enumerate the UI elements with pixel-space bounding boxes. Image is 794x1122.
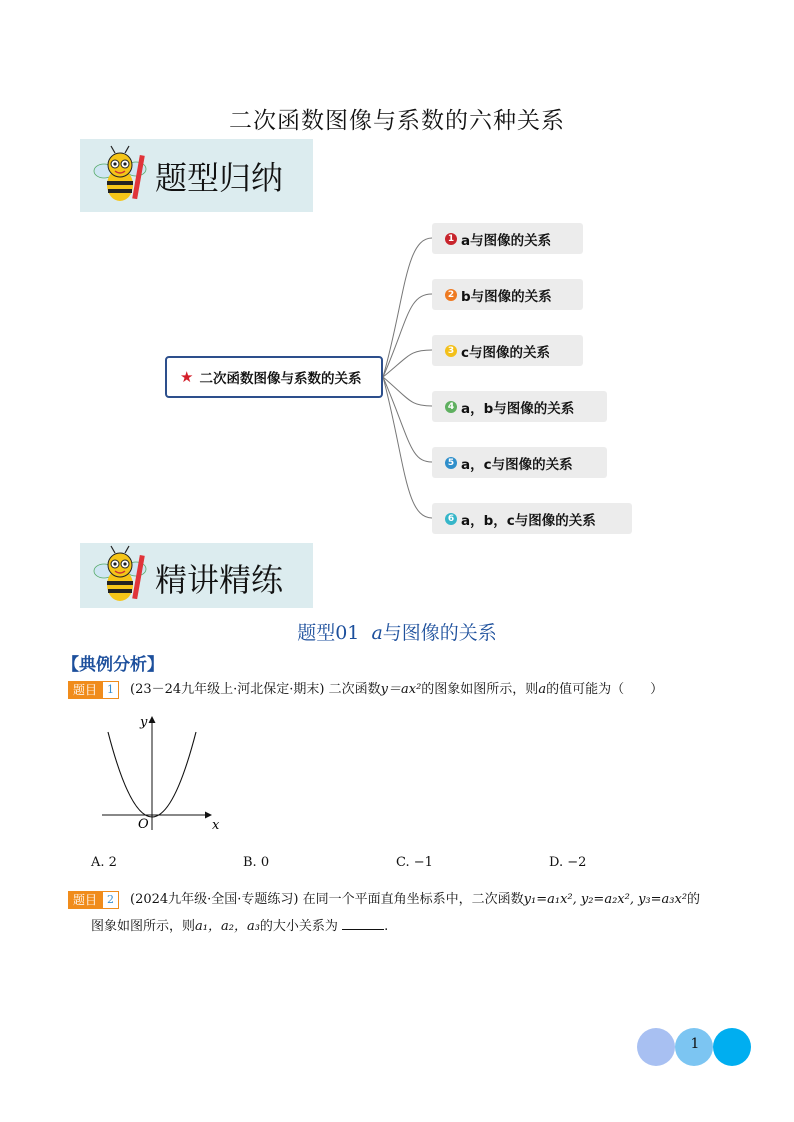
type-heading-prefix: 题型01 [297, 622, 360, 644]
y-axis-label: y [140, 715, 148, 730]
number-badge-icon: 4 [445, 401, 457, 413]
number-badge-icon: 6 [445, 513, 457, 525]
mindmap-root-label: 二次函数图像与系数的关系 [199, 371, 362, 387]
mindmap-node-4 [432, 391, 607, 422]
type-heading [0, 618, 794, 645]
practice-banner-label: 精讲精练 [155, 561, 284, 599]
question-var: a [538, 682, 547, 697]
number-badge-icon: 2 [445, 289, 457, 301]
question-2-line2 [91, 914, 691, 940]
question-tag: 题目 [68, 891, 102, 909]
mindmap-node-label: a，b，c与图像的关系 [461, 512, 596, 529]
mindmap-connectors [0, 0, 794, 560]
question-text: 的值可能为（ ） [546, 682, 664, 697]
number-badge-icon: 1 [445, 233, 457, 245]
choice-b: B. 0 [243, 855, 270, 870]
question-2-line1 [130, 887, 730, 913]
example-analysis-label: 【典例分析】 [62, 655, 164, 675]
question-text: 图象如图所示，则 [91, 919, 196, 934]
mindmap-node-label: a与图像的关系 [461, 232, 552, 249]
question-source: (23－24九年级上·河北保定·期末) [130, 682, 325, 697]
mindmap-node-label: a，b与图像的关系 [461, 400, 575, 417]
question-text: 的图象如图所示，则 [421, 682, 539, 697]
question-formula: y₁=a₁x², y₂=a₂x², y₃=a₃x² [523, 892, 688, 907]
mindmap-root [165, 356, 383, 398]
document-title: 二次函数图像与系数的六种关系 [229, 108, 565, 134]
mindmap-node-2 [432, 279, 583, 310]
answer-blank[interactable] [342, 915, 384, 930]
question-formula: y＝ax² [380, 682, 422, 697]
page-number: 1 [690, 1036, 700, 1052]
mindmap-node-6 [432, 503, 632, 534]
number-badge-icon: 5 [445, 457, 457, 469]
summary-banner-label: 题型归纳 [155, 159, 284, 197]
origin-label: O [138, 817, 149, 832]
question-number: 1 [102, 681, 119, 699]
mindmap-node-label: b与图像的关系 [461, 288, 552, 305]
practice-banner [80, 543, 313, 608]
question-1-badge [68, 681, 119, 699]
mindmap-node-label: a，c与图像的关系 [461, 456, 573, 473]
bee-mascot-icon [90, 545, 150, 607]
mindmap-node-label: c与图像的关系 [461, 344, 551, 361]
question-number: 2 [102, 891, 119, 909]
question-text: 的大小关系为 [259, 919, 338, 934]
x-axis-label: x [212, 818, 220, 833]
mindmap-node-5 [432, 447, 607, 478]
question-text: . [384, 919, 389, 934]
question-text: 的 [687, 892, 701, 907]
question-tag: 题目 [68, 681, 102, 699]
choice-c: C. −1 [396, 855, 433, 870]
choice-d: D. −2 [549, 855, 587, 870]
question-text: 二次函数 [328, 682, 381, 697]
parabola-graph [96, 712, 226, 836]
number-badge-icon: 3 [445, 345, 457, 357]
mindmap-node-1 [432, 223, 583, 254]
question-2-badge [68, 891, 119, 909]
question-text: 在同一个平面直角坐标系中，二次函数 [302, 892, 524, 907]
mindmap-node-3 [432, 335, 583, 366]
question-vars: a₁，a₂，a₃ [195, 919, 260, 934]
question-source: (2024九年级·全国·专题练习) [130, 892, 299, 907]
type-heading-var: a [371, 622, 383, 644]
choice-a: A. 2 [91, 855, 117, 870]
star-icon: ★ [180, 368, 194, 386]
type-heading-suffix: 与图像的关系 [382, 622, 497, 644]
question-1-text [130, 677, 663, 703]
